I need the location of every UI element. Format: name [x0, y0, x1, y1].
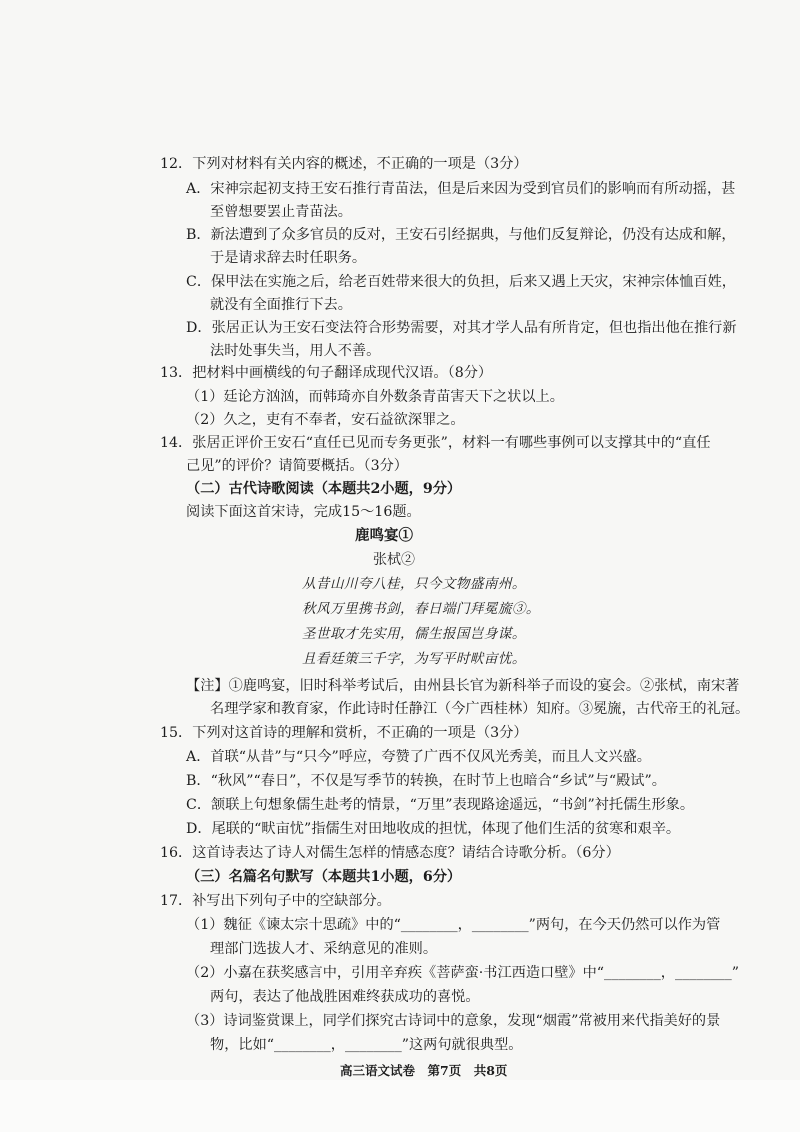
- poem-line-1: 从昔山川夸八桂，只今文物盛南州。: [302, 576, 526, 592]
- q17-item-1: （1）魏征《谏太宗十思疏》中的“________，________”两句，在今天仍然可以作为管: [186, 917, 721, 933]
- poem-title: 鹿鸣宴①: [355, 527, 413, 544]
- poem-line-3: 圣世取才先实用，儒生报国岂身谋。: [302, 626, 526, 642]
- q12-option-d: D．张居正认为王安石变法符合形势需要，对其才学人品有所肯定，但也指出他在推行新: [186, 320, 737, 336]
- q17-item-1-cont: 理部门选拔人才、采纳意见的准则。: [210, 941, 438, 957]
- q15-option-a: A．首联“从昔”与“只今”呼应，夸赞了广西不仅风光秀美，而且人文兴盛。: [186, 749, 651, 765]
- q17-item-3: （3）诗词鉴赏课上，同学们探究古诗词中的意象，发现“烟霞”常被用来代指美好的景: [186, 1013, 721, 1029]
- poem-author: 张栻②: [373, 552, 415, 568]
- q14-stem: 14．张居正评价王安石“直任已见而专务更张”，材料一有哪些事例可以支撑其中的“直任: [160, 435, 711, 451]
- poem-line-2: 秋风万里携书剑，春日端门拜冕旒③。: [302, 601, 540, 617]
- q13-stem: 13．把材料中画横线的句子翻译成现代汉语。（8分）: [160, 365, 493, 381]
- q17-item-3-cont: 物，比如“________，________”这两句就很典型。: [210, 1037, 523, 1053]
- q15-option-d: D．尾联的“畎亩忧”指儒生对田地收成的担忧，体现了他们生活的贫寒和艰辛。: [186, 821, 681, 837]
- q13-sentence-2: （2）久之，吏有不奉者，安石益欲深罪之。: [186, 412, 465, 428]
- q12-option-b: B．新法遭到了众多官员的反对，王安石引经据典，与他们反复辩论，仍没有达成和解，: [186, 227, 736, 243]
- q12-option-a-cont: 至曾想要罢止青苗法。: [210, 204, 352, 220]
- poem-notes-cont: 名理学家和教育家，作此诗时任静江（今广西桂林）知府。③冕旒，古代帝王的礼冠。: [210, 701, 750, 717]
- section-3-title: （三）名篇名句默写（本题共1小题，6分）: [186, 869, 462, 885]
- q15-stem: 15．下列对这首诗的理解和赏析，不正确的一项是（3分）: [160, 725, 528, 741]
- q16-stem: 16．这首诗表达了诗人对儒生怎样的情感态度？请结合诗歌分析。（6分）: [160, 845, 620, 861]
- q12-option-c-cont: 就没有全面推行下去。: [210, 297, 352, 313]
- q13-sentence-1: （1）廷论方汹汹，而韩琦亦自外数条青苗害天下之状以上。: [186, 389, 564, 405]
- section-2-title: （二）古代诗歌阅读（本题共2小题，9分）: [186, 481, 462, 497]
- q12-option-a: A．宋神宗起初支持王安石推行青苗法，但是后来因为受到官员们的影响而有所动摇，甚: [186, 181, 736, 197]
- q12-option-b-cont: 于是请求辞去时任职务。: [210, 250, 367, 266]
- poem-line-4: 且看廷策三千字，为写平时畎亩忧。: [302, 651, 526, 667]
- q15-option-c: C．颔联上句想象儒生赴考的情景，“万里”表现路途遥远，“书剑”衬托儒生形象。: [186, 797, 695, 813]
- q12-option-d-cont: 法时处事失当，用人不善。: [210, 343, 381, 359]
- poem-notes: 【注】①鹿鸣宴，旧时科举考试后，由州县长官为新科举子而设的宴会。②张栻，南宋著: [186, 678, 740, 694]
- q14-stem-cont: 己见”的评价？请简要概括。（3分）: [186, 458, 408, 474]
- section-2-intro: 阅读下面这首宋诗，完成15～16题。: [186, 504, 421, 520]
- q17-stem: 17．补写出下列句子中的空缺部分。: [160, 893, 391, 909]
- scan-bottom-margin: [0, 1080, 800, 1132]
- q17-item-2-cont: 两句，表达了他战胜困难终获成功的喜悦。: [210, 989, 480, 1005]
- q12-stem: 12．下列对材料有关内容的概述，不正确的一项是（3分）: [160, 156, 528, 172]
- q12-option-c: C．保甲法在实施之后，给老百姓带来很大的负担，后来又遇上天灾，宋神宗体恤百姓，: [186, 274, 736, 290]
- q17-item-2: （2）小嘉在获奖感言中，引用辛弃疾《菩萨蛮·书江西造口壁》中“________，________”: [186, 965, 739, 981]
- page-footer: 高三语文试卷 第7页 共8页: [340, 1063, 508, 1078]
- q15-option-b: B．“秋风”“春日”，不仅是写季节的转换，在时节上也暗合“乡试”与“殿试”。: [186, 773, 666, 789]
